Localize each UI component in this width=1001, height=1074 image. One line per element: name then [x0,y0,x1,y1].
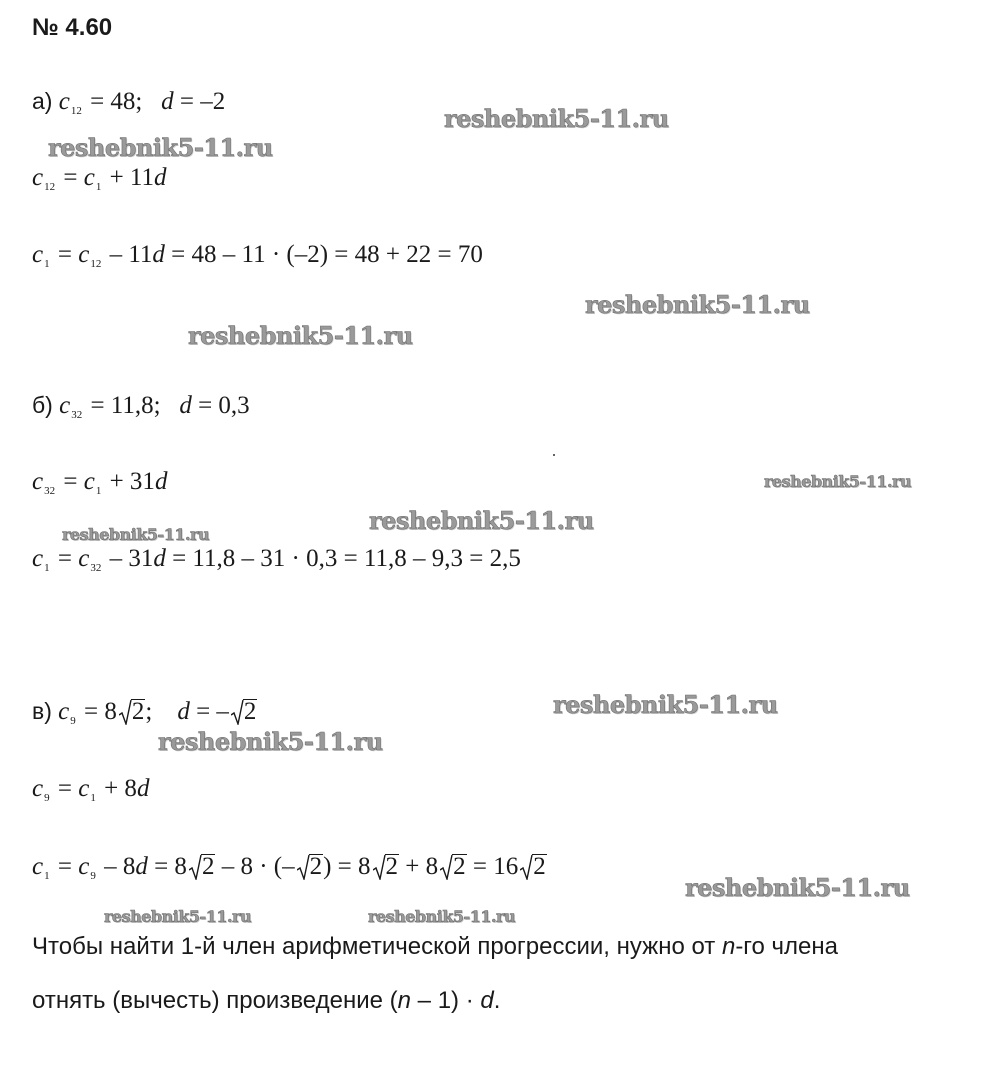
watermark: reshebnik5-11.ru [48,133,273,162]
conclusion-line-1: Чтобы найти 1-й член арифметической прогрессии, нужно от n-го члена [32,933,839,960]
watermark: reshebnik5-11.ru [764,472,912,491]
part-a-given: а) $c_{12} = 48$; d = –2 [32,88,226,117]
part-c-formula: $c_9 = c_1 + 8d$ [32,775,150,804]
part-b-label: б) [32,392,53,418]
watermark: reshebnik5-11.ru [685,873,910,902]
watermark: reshebnik5-11.ru [369,506,594,535]
part-b-formula: $c_{32} = c_1 + 31d$ [32,468,168,497]
watermark: reshebnik5-11.ru [188,321,413,350]
sqrt-symbol: 2 [297,852,324,882]
part-c-label: в) [32,698,52,724]
watermark: reshebnik5-11.ru [444,104,669,133]
part-c-solution: $c_1 = c_9 - 8d = 8$ 2 – 8 · (– 2) = 8 2 + 8 2 = 16 2 [32,853,546,882]
conclusion-line-2: отнять (вычесть) произведение (n – 1) · d. [32,987,501,1014]
watermark: reshebnik5-11.ru [585,290,810,319]
watermark: reshebnik5-11.ru [553,690,778,719]
sqrt-symbol: 2 [440,852,467,882]
problem-number: № 4.60 [32,14,113,41]
sqrt-symbol: 2 [119,697,146,727]
watermark: reshebnik5-11.ru [158,727,383,756]
sqrt-symbol: 2 [373,852,400,882]
sqrt-symbol: 2 [189,852,216,882]
sqrt-symbol: 2 [520,852,547,882]
stray-dot [553,454,555,456]
part-a-solution: $c_1 = c_{12} - 11d = 48 - 11 \cdot (-2) = 48 + 22 = 70$ [32,241,483,270]
part-b-given: б) $c_{32} = 11,8$; d = 0,3 [32,392,250,421]
watermark: reshebnik5-11.ru [104,907,252,926]
watermark: reshebnik5-11.ru [368,907,516,926]
sqrt-symbol: 2 [231,697,258,727]
part-a-formula: $c_{12} = c_1 + 11d$ [32,164,167,193]
part-c-given: в) $c_9 = 8$ 2; d = – 2 [32,698,257,727]
part-a-label: а) [32,88,53,114]
part-b-solution: $c_1 = c_{32} - 31d = 11,8 - 31 \cdot 0,3 = 11,8 - 9,3 = 2,5$ [32,545,521,574]
watermark: reshebnik5-11.ru [62,525,210,544]
